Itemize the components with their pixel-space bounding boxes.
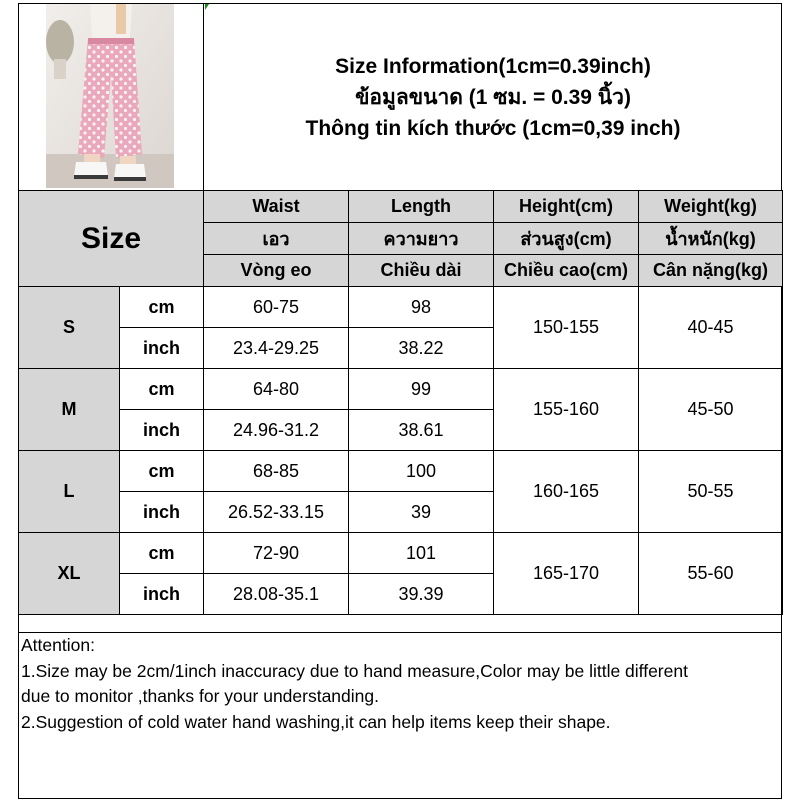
weight-value: 40-45 [639,287,783,369]
col-waist-vi: Vòng eo [204,255,349,287]
waist-inch: 24.96-31.2 [204,410,349,451]
height-value: 165-170 [494,533,639,615]
col-height-en: Height(cm) [494,191,639,223]
height-value: 150-155 [494,287,639,369]
unit-label: cm [120,451,204,492]
col-height-th: ส่วนสูง(cm) [494,223,639,255]
length-cm: 98 [349,287,494,328]
length-cm: 101 [349,533,494,574]
col-waist-en: Waist [204,191,349,223]
height-value: 155-160 [494,369,639,451]
col-length-vi: Chiều dài [349,255,494,287]
waist-inch: 23.4-29.25 [204,328,349,369]
waist-inch: 26.52-33.15 [204,492,349,533]
col-waist-th: เอว [204,223,349,255]
unit-label: cm [120,533,204,574]
title-vietnamese: Thông tin kích thước (1cm=0,39 inch) [305,116,681,140]
product-photo [46,4,174,188]
attention-line-2: due to monitor ,thanks for your understanding. [21,686,379,706]
size-label: XL [19,533,120,615]
length-cm: 100 [349,451,494,492]
product-photo-illustration [46,4,174,188]
col-height-vi: Chiều cao(cm) [494,255,639,287]
unit-label: inch [120,492,204,533]
top-area [19,4,781,190]
size-label: M [19,369,120,451]
table-row [19,287,783,328]
header-row-english [19,191,783,223]
size-header: Size [19,191,204,287]
weight-value: 45-50 [639,369,783,451]
waist-cm: 72-90 [204,533,349,574]
title-box [203,4,782,190]
attention-line-3: 2.Suggestion of cold water hand washing,it can help items keep their shape. [21,711,611,732]
length-inch: 38.22 [349,328,494,369]
length-cm: 99 [349,369,494,410]
unit-label: cm [120,369,204,410]
table-row [19,533,783,574]
size-label: S [19,287,120,369]
col-weight-th: น้ำหนัก(kg) [639,223,783,255]
col-length-th: ความยาว [349,223,494,255]
attention-heading: Attention: [21,635,95,655]
unit-label: cm [120,287,204,328]
size-table [18,190,783,615]
length-inch: 39.39 [349,574,494,615]
waist-cm: 60-75 [204,287,349,328]
size-chart [18,3,782,799]
col-weight-en: Weight(kg) [639,191,783,223]
title-english: Size Information(1cm=0.39inch) [335,54,651,78]
table-row [19,369,783,410]
waist-inch: 28.08-35.1 [204,574,349,615]
length-inch: 39 [349,492,494,533]
attention-line-1: 1.Size may be 2cm/1inch inaccuracy due to hand measure,Color may be little different [21,660,688,681]
col-length-en: Length [349,191,494,223]
title-thai: ข้อมูลขนาด (1 ซม. = 0.39 นิ้ว) [355,85,631,109]
length-inch: 38.61 [349,410,494,451]
col-weight-vi: Cân nặng(kg) [639,255,783,287]
weight-value: 55-60 [639,533,783,615]
height-value: 160-165 [494,451,639,533]
attention-notes [19,632,781,735]
waist-cm: 68-85 [204,451,349,492]
unit-label: inch [120,410,204,451]
unit-label: inch [120,574,204,615]
weight-value: 50-55 [639,451,783,533]
table-row [19,451,783,492]
size-label: L [19,451,120,533]
unit-label: inch [120,328,204,369]
waist-cm: 64-80 [204,369,349,410]
